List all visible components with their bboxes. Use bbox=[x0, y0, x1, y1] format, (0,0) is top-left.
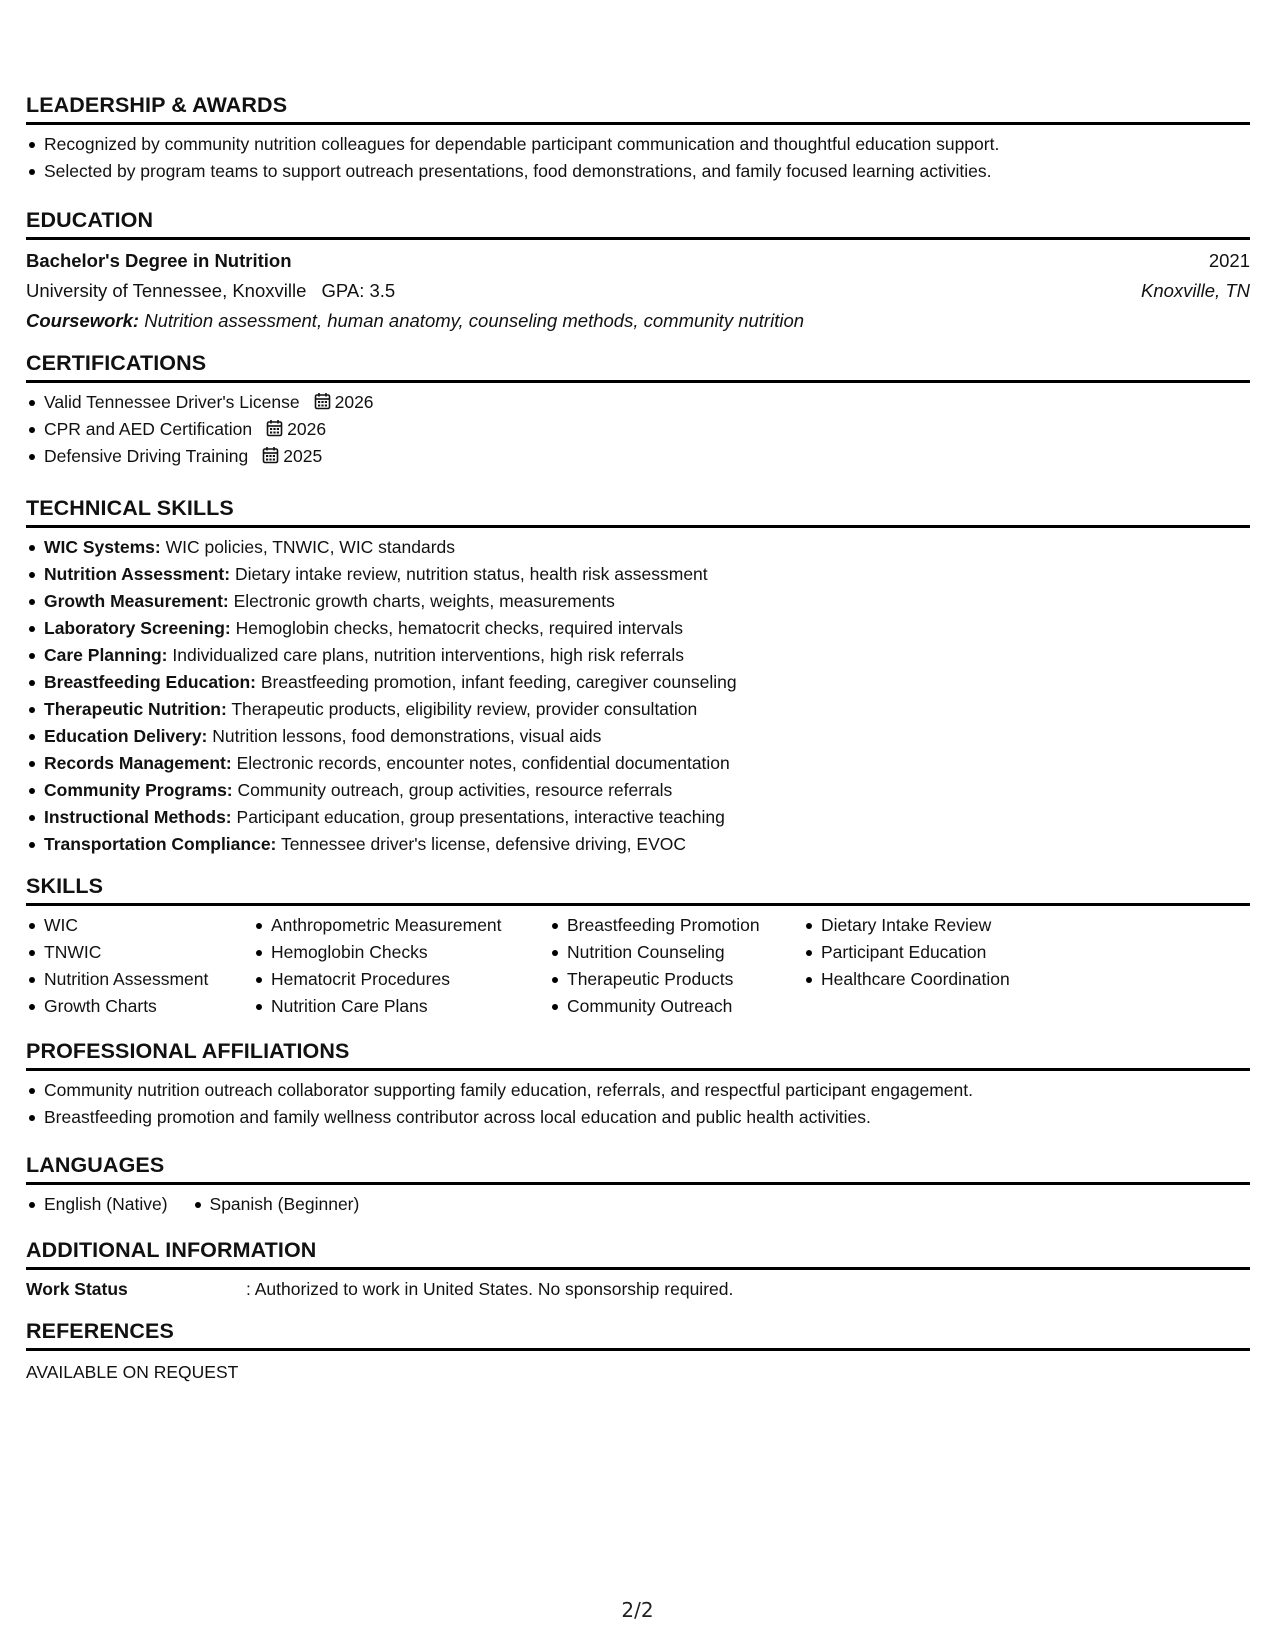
certification-name: CPR and AED Certification bbox=[44, 419, 253, 439]
skill-item: TNWIC bbox=[26, 939, 253, 966]
calendar-icon bbox=[266, 419, 283, 437]
skill-item: Participant Education bbox=[803, 939, 1063, 966]
skill-item: WIC bbox=[26, 912, 253, 939]
certification-item bbox=[26, 443, 1250, 470]
calendar-icon bbox=[314, 392, 331, 410]
skills-column bbox=[549, 912, 803, 1020]
certifications-list bbox=[26, 389, 1250, 470]
leadership-section bbox=[26, 92, 1250, 185]
degree-name: Bachelor's Degree in Nutrition bbox=[26, 250, 292, 271]
work-status-row bbox=[26, 1276, 1250, 1302]
section-title: LANGUAGES bbox=[26, 1152, 1250, 1185]
coursework-label: Coursework: bbox=[26, 310, 140, 331]
graduation-year: 2021 bbox=[1208, 250, 1250, 271]
skill-item: Community Outreach bbox=[549, 993, 803, 1020]
certification-name: Defensive Driving Training bbox=[44, 446, 249, 466]
certification-year: 2026 bbox=[287, 419, 327, 439]
skill-item: Hematocrit Procedures bbox=[253, 966, 549, 993]
technical-skills-list bbox=[26, 534, 1250, 858]
section-title: CERTIFICATIONS bbox=[26, 350, 1250, 383]
certification-item bbox=[26, 389, 1250, 416]
list-item: Recognized by community nutrition colleagues for dependable participant communication and thoughtful education support. bbox=[26, 131, 1250, 158]
tech-skill-item: Nutrition Assessment: Dietary intake review, nutrition status, health risk assessment bbox=[26, 561, 1250, 588]
skill-item: Dietary Intake Review bbox=[803, 912, 1063, 939]
section-title: LEADERSHIP & AWARDS bbox=[26, 92, 1250, 125]
languages-list bbox=[26, 1191, 1250, 1218]
education-section bbox=[26, 207, 1250, 336]
tech-skill-item: Instructional Methods: Participant education, group presentations, interactive teaching bbox=[26, 804, 1250, 831]
skills-column bbox=[26, 912, 253, 1020]
work-status-label: Work Status bbox=[26, 1279, 128, 1299]
calendar-icon bbox=[262, 446, 279, 464]
list-item: Breastfeeding promotion and family wellness contributor across local education and public health activities. bbox=[26, 1104, 1250, 1131]
work-status-value: : Authorized to work in United States. No sponsorship required. bbox=[246, 1279, 734, 1299]
section-title: SKILLS bbox=[26, 873, 1250, 906]
references-section bbox=[26, 1318, 1250, 1385]
skills-column bbox=[803, 912, 1063, 1020]
certification-year: 2026 bbox=[334, 392, 374, 412]
skill-item: Nutrition Care Plans bbox=[253, 993, 549, 1020]
section-title: TECHNICAL SKILLS bbox=[26, 495, 1250, 528]
tech-skill-item: WIC Systems: WIC policies, TNWIC, WIC standards bbox=[26, 534, 1250, 561]
languages-section bbox=[26, 1152, 1250, 1218]
tech-skill-item: Laboratory Screening: Hemoglobin checks, hematocrit checks, required intervals bbox=[26, 615, 1250, 642]
tech-skill-item: Growth Measurement: Electronic growth charts, weights, measurements bbox=[26, 588, 1250, 615]
tech-skill-item: Breastfeeding Education: Breastfeeding promotion, infant feeding, caregiver counseling bbox=[26, 669, 1250, 696]
certification-name: Valid Tennessee Driver's License bbox=[44, 392, 300, 412]
certifications-section bbox=[26, 350, 1250, 470]
language-item: English (Native) bbox=[26, 1191, 168, 1218]
school-name: University of Tennessee, Knoxville bbox=[26, 280, 307, 301]
list-item: Selected by program teams to support outreach presentations, food demonstrations, and family focused learning activities. bbox=[26, 158, 1250, 185]
skill-item: Nutrition Assessment bbox=[26, 966, 253, 993]
affiliations-section bbox=[26, 1038, 1250, 1131]
gpa: GPA: 3.5 bbox=[321, 280, 396, 301]
tech-skill-item: Community Programs: Community outreach, group activities, resource referrals bbox=[26, 777, 1250, 804]
tech-skill-item: Care Planning: Individualized care plans, nutrition interventions, high risk referrals bbox=[26, 642, 1250, 669]
skills-grid bbox=[26, 912, 1250, 1020]
language-item: Spanish (Beginner) bbox=[192, 1191, 360, 1218]
additional-info-section bbox=[26, 1237, 1250, 1302]
references-text: AVAILABLE ON REQUEST bbox=[26, 1362, 239, 1382]
page-number: 2/2 bbox=[621, 1598, 654, 1622]
tech-skill-item: Education Delivery: Nutrition lessons, food demonstrations, visual aids bbox=[26, 723, 1250, 750]
skills-section bbox=[26, 873, 1250, 1020]
section-title: PROFESSIONAL AFFILIATIONS bbox=[26, 1038, 1250, 1071]
section-title: ADDITIONAL INFORMATION bbox=[26, 1237, 1250, 1270]
skill-item: Breastfeeding Promotion bbox=[549, 912, 803, 939]
list-item: Community nutrition outreach collaborator supporting family education, referrals, and respectful participant engagement. bbox=[26, 1077, 1250, 1104]
skill-item: Anthropometric Measurement bbox=[253, 912, 549, 939]
coursework-text: Nutrition assessment, human anatomy, counseling methods, community nutrition bbox=[144, 310, 805, 331]
tech-skill-item: Transportation Compliance: Tennessee driver's license, defensive driving, EVOC bbox=[26, 831, 1250, 858]
certification-year: 2025 bbox=[283, 446, 323, 466]
coursework bbox=[26, 306, 1250, 336]
skill-item: Growth Charts bbox=[26, 993, 253, 1020]
tech-skill-item: Therapeutic Nutrition: Therapeutic products, eligibility review, provider consultation bbox=[26, 696, 1250, 723]
section-title: REFERENCES bbox=[26, 1318, 1250, 1351]
skills-column bbox=[253, 912, 549, 1020]
school-location: Knoxville, TN bbox=[1141, 280, 1250, 301]
affiliations-list bbox=[26, 1077, 1250, 1131]
section-title: EDUCATION bbox=[26, 207, 1250, 240]
skill-item: Therapeutic Products bbox=[549, 966, 803, 993]
certification-item bbox=[26, 416, 1250, 443]
leadership-list bbox=[26, 131, 1250, 185]
tech-skill-item: Records Management: Electronic records, encounter notes, confidential documentation bbox=[26, 750, 1250, 777]
technical-skills-section bbox=[26, 495, 1250, 858]
skill-item: Hemoglobin Checks bbox=[253, 939, 549, 966]
skill-item: Healthcare Coordination bbox=[803, 966, 1063, 993]
skill-item: Nutrition Counseling bbox=[549, 939, 803, 966]
